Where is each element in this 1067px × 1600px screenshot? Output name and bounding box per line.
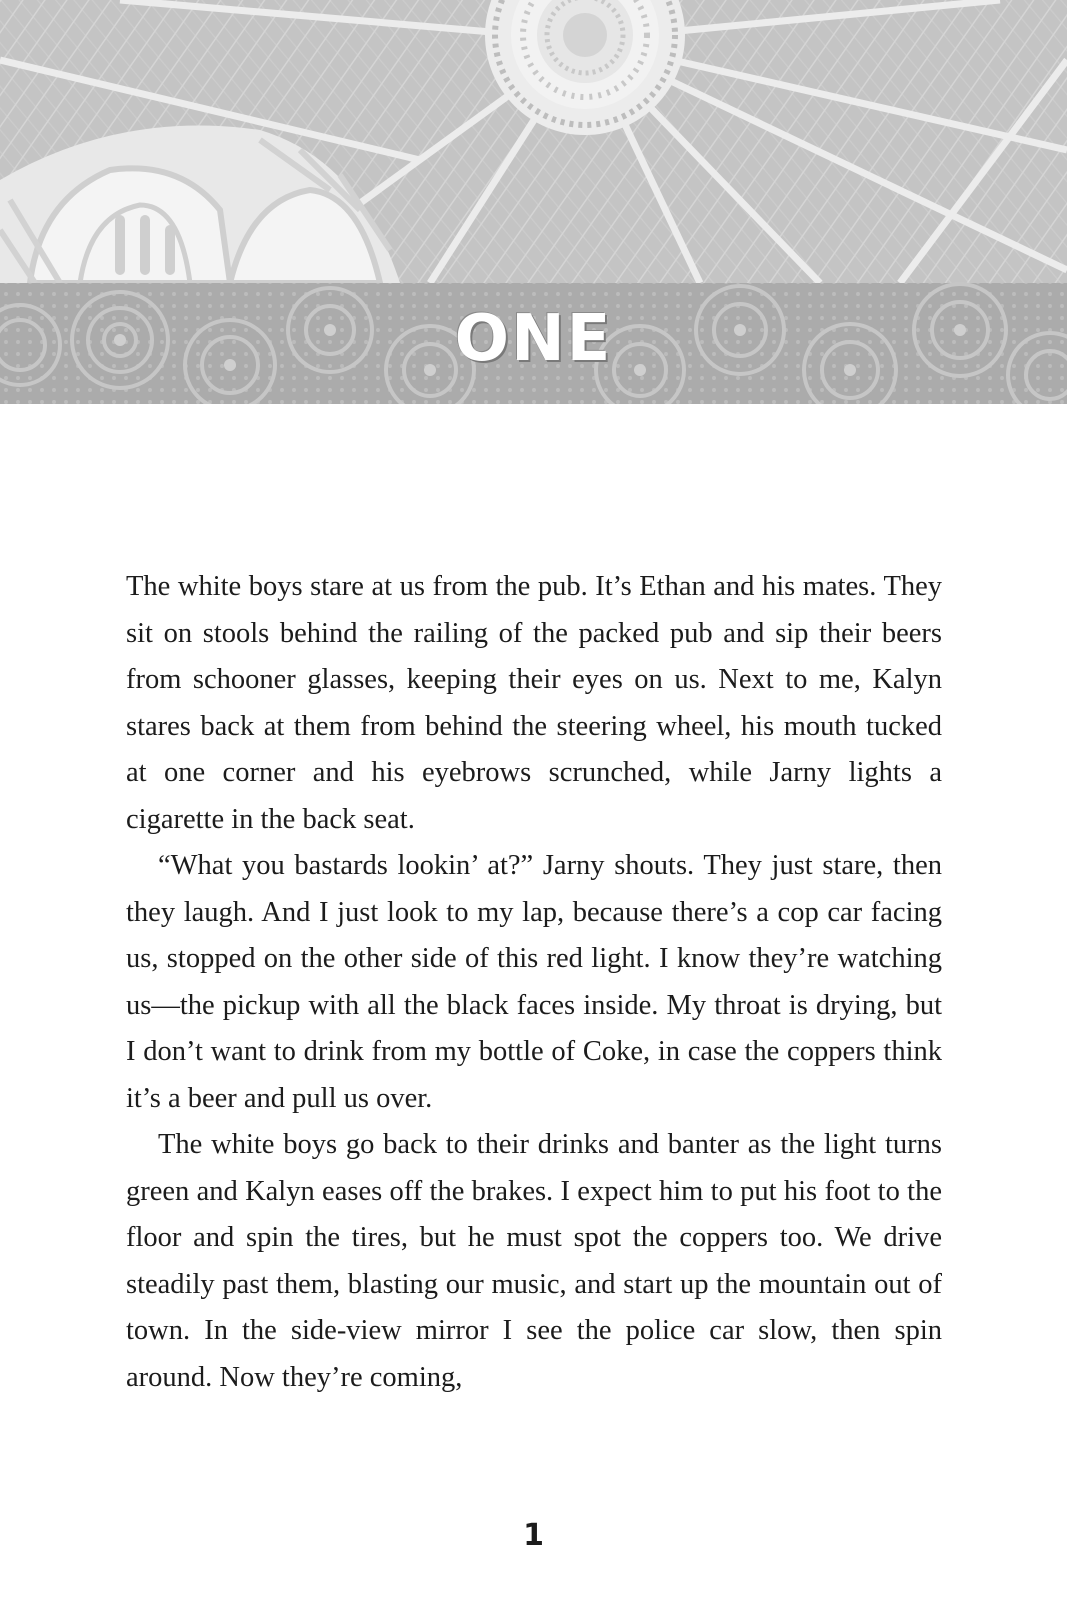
paragraph: The white boys go back to their drinks and banter as the light turns green and Kalyn eases off the brakes. I expect him to put his foot to the floor and spin the tires, but he must spot the coppers too. We drive steadily past them, blasting our music, and start up the mountain out of town. In the side-view mirror I see the police car slow, then spin around. Now they’re coming, bbox=[126, 1129, 942, 1393]
page-number: 1 bbox=[523, 1518, 544, 1553]
chapter-title: ONE bbox=[454, 302, 613, 376]
paragraph: “What you bastards lookin’ at?” Jarny shouts. They just stare, then they laugh. And I just look to my lap, because there’s a cop car facing us, stopped on the other side of this red light. I know they’re watching us—the pickup with all the black faces inside. My throat is drying, but I don’t want to drink from my bottle of Coke, in case the coppers think it’s a beer and pull us over. bbox=[126, 850, 942, 1114]
body-text bbox=[126, 564, 942, 1401]
paragraph: The white boys stare at us from the pub. It’s Ethan and his mates. They sit on stools behind the railing of the packed pub and sip their beers from schooner glasses, keeping their eyes on us. Next to me, Kalyn stares back at them from behind the steering wheel, his mouth tucked at one corner and his eyebrows scrunched, while Jarny lights a cigarette in the back seat. bbox=[126, 571, 942, 835]
